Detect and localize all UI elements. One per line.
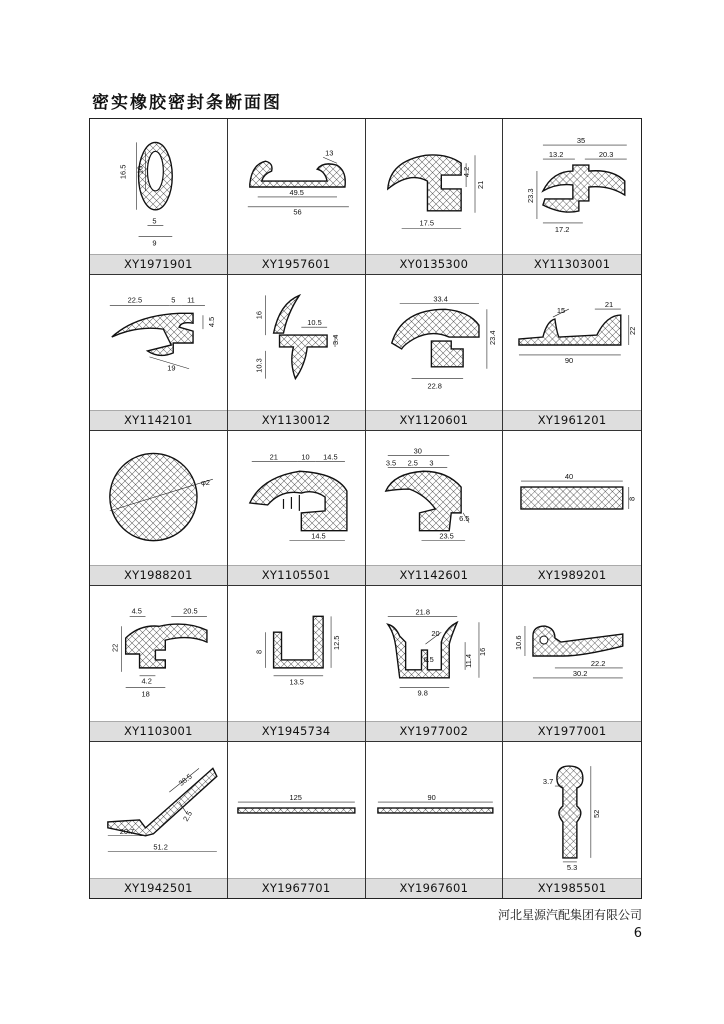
profile-cell xyxy=(228,275,366,431)
profile-shape xyxy=(521,487,623,509)
profile-shape xyxy=(250,471,347,530)
dim-label: 5.3 xyxy=(567,863,578,873)
profile-code: XY1130012 xyxy=(228,410,365,430)
profile-shape xyxy=(112,313,193,355)
company-name: 河北星源汽配集团有限公司 xyxy=(497,908,642,922)
dim-label: 16 xyxy=(477,648,487,657)
profile-drawing xyxy=(90,275,227,411)
profile-drawing xyxy=(366,275,503,411)
profile-cell xyxy=(503,586,641,742)
dim-label: 16 xyxy=(254,310,264,320)
profile-cell xyxy=(90,431,228,587)
dim-label: 17.2 xyxy=(555,224,570,234)
dim-label: 125 xyxy=(289,793,302,803)
profile-cell xyxy=(228,431,366,587)
dim-label: 6.5 xyxy=(422,655,434,665)
dim-label: 19 xyxy=(167,363,176,373)
dim-label: 11 xyxy=(187,295,195,305)
dim-label: 15 xyxy=(557,305,566,315)
dim-label: 10.5 xyxy=(307,317,322,327)
profile-drawing xyxy=(228,742,365,878)
dim-label: 4.2 xyxy=(141,677,152,687)
profile-drawing xyxy=(366,742,503,878)
dim-label: 13.2 xyxy=(549,150,564,160)
profile-code: XY1977001 xyxy=(503,721,641,741)
dim-label: 5 xyxy=(152,216,157,226)
dim-label: 51.2 xyxy=(153,842,168,852)
dim-label: 5 xyxy=(171,295,176,305)
page-number: 6 xyxy=(633,926,642,941)
profile-drawing xyxy=(90,119,227,255)
dim-label: 21.8 xyxy=(415,607,430,617)
profile-shape xyxy=(108,769,217,836)
profile-shape xyxy=(126,624,207,668)
profile-code: XY1985501 xyxy=(503,878,641,898)
dim-label: 3.7 xyxy=(543,777,554,787)
profile-cell xyxy=(90,119,228,275)
profile-shape xyxy=(557,766,583,858)
dim-label: 21 xyxy=(269,451,278,461)
dim-label: 21 xyxy=(475,180,485,189)
profile-hollow xyxy=(540,636,548,644)
dim-label: 10.6 xyxy=(514,635,524,651)
dim-label: φ2 xyxy=(200,477,210,487)
profile-code: XY1942501 xyxy=(90,878,227,898)
profile-code: XY1971901 xyxy=(90,254,227,274)
profile-drawing xyxy=(90,742,227,878)
profile-cell xyxy=(228,119,366,275)
dim-label: 13.5 xyxy=(289,678,304,688)
dim-label: 3 xyxy=(428,457,434,467)
dim-label: 52 xyxy=(592,809,602,819)
dim-label: 17.5 xyxy=(419,218,434,228)
profile-drawing xyxy=(503,586,641,722)
dim-label: 9.8 xyxy=(417,689,428,699)
dim-label: 20.5 xyxy=(183,606,198,616)
profile-hollow xyxy=(147,151,163,191)
profile-drawing xyxy=(228,586,365,722)
profile-cell xyxy=(503,275,641,431)
profile-drawing xyxy=(228,275,365,411)
dim-label: 21 xyxy=(605,299,614,309)
profile-cell xyxy=(366,119,504,275)
profile-shape xyxy=(250,161,345,187)
dim-label: 90 xyxy=(565,355,574,365)
dim-label: 56 xyxy=(293,207,302,217)
profile-shape xyxy=(387,623,456,678)
dim-label: 90 xyxy=(426,793,436,803)
profile-shape xyxy=(110,453,197,540)
page-title: 密实橡胶密封条断面图 xyxy=(92,93,282,113)
profile-shape xyxy=(279,335,327,379)
profile-code: XY1967701 xyxy=(228,878,365,898)
dim-label: 14.5 xyxy=(310,531,326,541)
dim-label: 40 xyxy=(565,471,574,481)
dim-label: 23.3 xyxy=(526,188,536,203)
dim-label: 4.5 xyxy=(206,316,216,327)
dim-label: 20.7 xyxy=(119,826,135,836)
profile-cell xyxy=(366,431,504,587)
profile-code: XY1961201 xyxy=(503,410,641,430)
profile-shape xyxy=(273,295,299,333)
profile-code: XY1977002 xyxy=(366,721,503,741)
dim-label: 3.5 xyxy=(385,457,396,467)
profile-cell xyxy=(503,742,641,898)
dim-label: 22.8 xyxy=(426,381,442,391)
dim-label: 8 xyxy=(628,496,638,501)
profile-drawing xyxy=(366,119,503,255)
profile-code: XY1957601 xyxy=(228,254,365,274)
profile-cell xyxy=(228,742,366,898)
dim-label: 4.5 xyxy=(131,606,142,616)
profile-code: XY1142101 xyxy=(90,410,227,430)
profile-code: XY1142601 xyxy=(366,565,503,585)
profile-code: XY1988201 xyxy=(90,565,227,585)
profile-drawing xyxy=(228,431,365,567)
dim-label: 10 xyxy=(301,451,310,461)
profile-drawing xyxy=(503,275,641,411)
profile-cell xyxy=(366,586,504,742)
dim-label: 2.5 xyxy=(407,457,418,467)
dim-label: 22 xyxy=(110,644,120,653)
profile-cell xyxy=(90,586,228,742)
dim-label: 6.5 xyxy=(458,513,469,523)
profile-drawing xyxy=(503,431,641,567)
dim-label: 2.5 xyxy=(181,809,195,824)
dim-label: 30 xyxy=(413,446,422,456)
dim-label: 20.3 xyxy=(599,150,614,160)
profile-cell xyxy=(366,275,504,431)
dim-label: 30.2 xyxy=(573,669,588,679)
profile-code: XY1120601 xyxy=(366,410,503,430)
profile-shape xyxy=(431,341,463,367)
profile-drawing xyxy=(366,586,503,722)
dim-label: 8 xyxy=(254,650,264,655)
dim-label: 20 xyxy=(430,629,440,639)
profile-drawing xyxy=(503,119,641,255)
dim-label: 38.5 xyxy=(176,771,194,788)
profile-shape xyxy=(543,165,625,212)
profile-cell xyxy=(503,431,641,587)
dim-label: 9 xyxy=(152,238,157,248)
profile-drawing xyxy=(366,431,503,567)
profile-cell xyxy=(90,275,228,431)
profile-code: XY1105501 xyxy=(228,565,365,585)
profile-code: XY1103001 xyxy=(90,721,227,741)
profile-drawing xyxy=(90,431,227,567)
profile-cell xyxy=(503,119,641,275)
profile-code: XY0135300 xyxy=(366,254,503,274)
profile-shape xyxy=(385,471,460,530)
profile-shape xyxy=(377,808,492,813)
profile-detail xyxy=(283,495,299,511)
dim-label: 12.5 xyxy=(331,635,341,651)
dim-label: 49.5 xyxy=(289,187,304,197)
profile-drawing xyxy=(228,119,365,255)
dim-label: 18 xyxy=(141,690,150,700)
profile-drawing xyxy=(90,586,227,722)
profile-drawing xyxy=(503,742,641,878)
dim-label: 11.4 xyxy=(463,654,473,669)
profile-shape xyxy=(238,808,355,813)
profile-code: XY1989201 xyxy=(503,565,641,585)
dim-label: 13 xyxy=(324,148,334,158)
profile-shape xyxy=(273,617,323,669)
profile-code: XY1967601 xyxy=(366,878,503,898)
dim-label: 23.4 xyxy=(487,330,497,345)
dim-label: 35 xyxy=(577,136,586,146)
profile-code: XY1945734 xyxy=(228,721,365,741)
dim-label: 22.5 xyxy=(127,295,143,305)
profile-shape xyxy=(519,315,621,345)
profile-cell xyxy=(228,586,366,742)
dim-label: 33.4 xyxy=(432,294,448,304)
dim-label: 10.3 xyxy=(254,358,264,373)
dim-label: 16.5 xyxy=(118,164,128,180)
profile-cell xyxy=(90,742,228,898)
dim-label: 23.5 xyxy=(438,531,454,541)
dim-label: 3.4 xyxy=(330,334,340,345)
profile-cell xyxy=(366,742,504,898)
dim-label: 22 xyxy=(628,326,638,335)
profile-grid xyxy=(89,118,642,899)
dim-label: 22.2 xyxy=(591,659,606,669)
dim-label: 4.2 xyxy=(461,166,471,178)
profile-shape xyxy=(387,155,460,211)
dim-label: 14.5 xyxy=(322,451,338,461)
profile-code: XY11303001 xyxy=(503,254,641,274)
dim-label: 10 xyxy=(135,165,145,175)
